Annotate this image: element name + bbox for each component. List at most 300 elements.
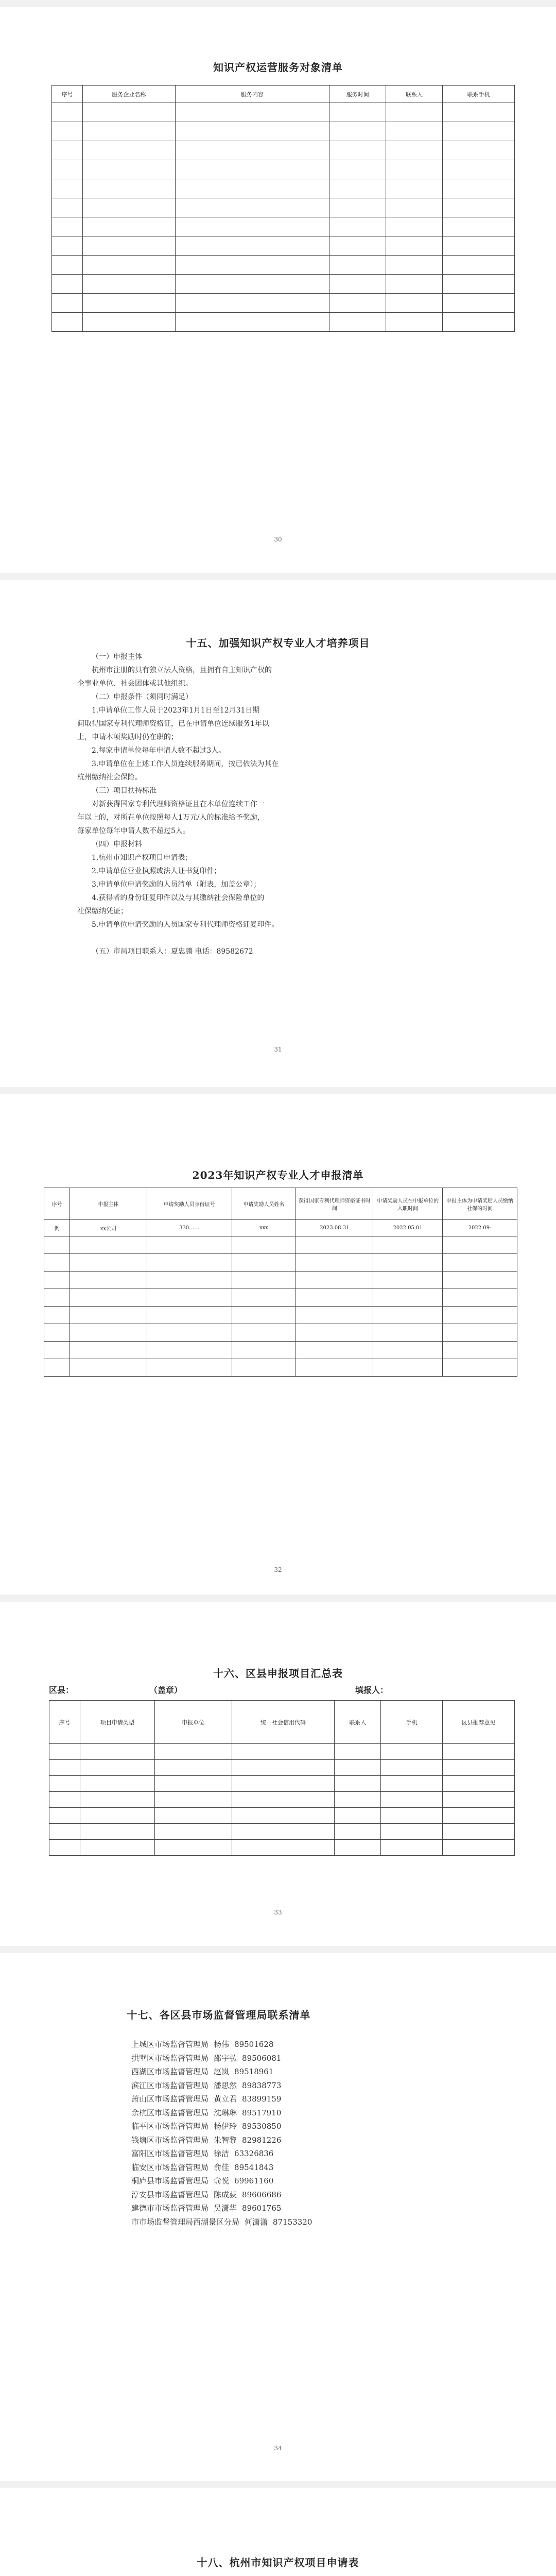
paragraph-line: 上，申请本项奖励时仍在职的；	[77, 733, 178, 741]
table-cell	[70, 1307, 147, 1324]
page-title: 十六、区县申报项目汇总表	[213, 1667, 343, 1680]
table-cell	[443, 1359, 517, 1377]
table-cell	[386, 198, 443, 217]
table-cell	[443, 217, 515, 236]
table-cell	[49, 1760, 80, 1776]
table-cell	[147, 1254, 232, 1272]
page-title: 十八、杭州市知识产权项目申请表	[197, 2556, 359, 2569]
contact-label: 填报人：	[355, 1685, 389, 1695]
table-cell	[381, 1824, 443, 1840]
table-row	[52, 236, 515, 256]
table-cell	[70, 1236, 147, 1254]
paragraph-line: 3.申请单位在上述工作人员连续服务期间，按已依法为其在	[92, 760, 279, 768]
table-row	[44, 1272, 517, 1289]
paragraph-line: 4.获得者的身份证复印件以及与其缴纳社会保险单位的	[92, 894, 265, 902]
contact-row	[131, 2092, 312, 2106]
column-header: 手机	[381, 1701, 443, 1744]
column-header: 联系人	[335, 1701, 381, 1744]
table-cell	[386, 122, 443, 141]
table-row	[52, 275, 515, 294]
paragraph-line: 1.申请单位工作人员于2023年1月1日至12月31日期	[92, 706, 260, 715]
table-cell	[232, 1792, 335, 1808]
table-cell	[52, 179, 83, 198]
table-cell	[49, 1744, 80, 1760]
talent-application-table	[44, 1188, 517, 1377]
table-cell	[443, 122, 515, 141]
table-cell	[443, 1776, 515, 1792]
table-cell	[381, 1840, 443, 1856]
contact-person: 朱智黎	[214, 2135, 237, 2145]
table-cell	[443, 313, 515, 332]
page-number: 31	[274, 1046, 282, 1053]
table-row	[49, 1776, 515, 1792]
table-cell	[329, 198, 386, 217]
paragraph-line: 杭州缴纳社会保险。	[77, 773, 142, 782]
contact-phone: 87153320	[273, 2217, 312, 2227]
table-cell	[147, 1272, 232, 1289]
table-cell	[381, 1744, 443, 1760]
table-cell	[80, 1744, 154, 1760]
table-cell: xx公司	[70, 1220, 147, 1236]
paragraph-line: 对新获得国家专利代理师资格证且在本单位连续工作一	[92, 800, 265, 808]
table-cell	[154, 1808, 232, 1824]
table-row	[52, 122, 515, 141]
paragraph-line: 5.申请单位申请奖励的人员国家专利代理师资格证复印件。	[92, 921, 279, 929]
table-cell	[443, 1808, 515, 1824]
table-row	[52, 141, 515, 160]
contact-phone: 82981226	[242, 2135, 282, 2145]
table-cell	[329, 179, 386, 198]
table-cell	[80, 1792, 154, 1808]
column-header: 服务内容	[175, 86, 329, 103]
table-cell	[232, 1808, 335, 1824]
table-cell	[147, 1236, 232, 1254]
table-cell	[154, 1760, 232, 1776]
table-cell	[49, 1776, 80, 1792]
table-cell	[443, 1760, 515, 1776]
table-cell	[52, 236, 83, 256]
table-cell	[443, 1307, 517, 1324]
table-cell	[232, 1760, 335, 1776]
paragraph-line: 杭州市注册的具有独立法人资格，且拥有自主知识产权的	[92, 666, 272, 674]
contact-person: 赵岚	[214, 2067, 230, 2076]
table-cell	[296, 1236, 373, 1254]
column-header: 序号	[49, 1701, 80, 1744]
table-cell: xxx	[232, 1220, 296, 1236]
contact-phone: 89530850	[242, 2122, 282, 2131]
table-cell: 330……	[147, 1220, 232, 1236]
table-cell	[52, 313, 83, 332]
table-cell	[381, 1776, 443, 1792]
table-cell	[296, 1324, 373, 1342]
column-header: 申报主体为申请奖励人员缴纳社保的时间	[443, 1188, 517, 1220]
table-row	[44, 1324, 517, 1342]
table-cell	[386, 236, 443, 256]
page-number: 32	[274, 1566, 282, 1573]
table-cell	[232, 1324, 296, 1342]
table-row	[52, 217, 515, 236]
contact-row	[131, 2161, 312, 2175]
paragraph-line: 每家单位每年申请人数不超过5人。	[77, 827, 190, 835]
office-name: 滨江区市场监督管理局	[131, 2080, 209, 2090]
example-row	[44, 1220, 517, 1236]
contact-row	[131, 2065, 312, 2079]
table-cell	[44, 1236, 70, 1254]
table-cell	[329, 103, 386, 122]
paragraph-line: 年以上的，对所在单位按照每人1万元/人的标准给予奖励，	[77, 814, 265, 822]
page-separator	[0, 1946, 556, 1953]
office-name: 余杭区市场监督管理局	[131, 2108, 209, 2117]
table-row	[49, 1760, 515, 1776]
table-cell	[44, 1359, 70, 1377]
table-cell	[147, 1307, 232, 1324]
table-cell	[373, 1289, 443, 1307]
table-cell	[386, 179, 443, 198]
table-cell	[154, 1744, 232, 1760]
contact-person: 杨伊玲	[214, 2122, 237, 2131]
project-description	[77, 650, 279, 958]
paragraph-line: （四）申报材料	[92, 840, 142, 849]
page-title: 2023年知识产权专业人才申报清单	[192, 1169, 364, 1181]
table-cell	[82, 236, 175, 256]
table-row	[49, 1744, 515, 1760]
district-summary-table	[49, 1700, 515, 1856]
office-name: 钱塘区市场监督管理局	[131, 2135, 209, 2145]
contact-person: 俞佳	[214, 2162, 230, 2172]
table-cell	[443, 179, 515, 198]
column-header: 申请奖励人员身份证号	[147, 1188, 232, 1220]
paragraph-line: 企事业单位、社会团体或其他组织。	[77, 680, 193, 688]
table-cell	[386, 256, 443, 275]
contact-row	[131, 2174, 312, 2188]
table-cell	[82, 294, 175, 313]
table-row	[49, 1792, 515, 1808]
table-cell	[70, 1342, 147, 1359]
paragraph-line: 间取得国家专利代理师资格证，已在申请单位连续服务1年以	[77, 720, 269, 728]
table-cell	[147, 1342, 232, 1359]
table-cell	[443, 1792, 515, 1808]
page-title: 知识产权运营服务对象清单	[213, 61, 343, 74]
column-header: 联系手机	[443, 86, 515, 103]
table-cell	[329, 313, 386, 332]
table-cell	[335, 1792, 381, 1808]
table-cell	[82, 217, 175, 236]
table-cell	[296, 1307, 373, 1324]
contact-phone: 89506081	[242, 2053, 282, 2063]
office-name: 临安区市场监督管理局	[131, 2162, 209, 2172]
table-row	[44, 1307, 517, 1324]
table-cell	[443, 1272, 517, 1289]
table-cell	[329, 275, 386, 294]
table-cell	[70, 1272, 147, 1289]
table-cell	[373, 1324, 443, 1342]
table-cell	[232, 1254, 296, 1272]
table-cell	[70, 1324, 147, 1342]
table-cell	[49, 1792, 80, 1808]
table-cell	[232, 1359, 296, 1377]
page-separator	[0, 2481, 556, 2488]
contact-row	[131, 2106, 312, 2120]
table-cell	[232, 1776, 335, 1792]
table-cell	[70, 1289, 147, 1307]
table-cell	[443, 1289, 517, 1307]
table-cell	[52, 256, 83, 275]
table-header-row	[52, 86, 515, 103]
table-cell	[232, 1236, 296, 1254]
table-cell	[49, 1840, 80, 1856]
table-cell	[82, 160, 175, 179]
page-number: 30	[274, 536, 282, 543]
column-header: 申请奖励人员在申报单位的入职时间	[373, 1188, 443, 1220]
table-cell	[443, 236, 515, 256]
table-cell	[175, 198, 329, 217]
table-cell	[443, 1254, 517, 1272]
table-cell	[175, 275, 329, 294]
column-header: 项目申请类型	[80, 1701, 154, 1744]
table-cell	[80, 1824, 154, 1840]
contact-phone: 89501628	[234, 2040, 274, 2049]
table-cell	[44, 1272, 70, 1289]
office-name: 拱墅区市场监督管理局	[131, 2053, 209, 2063]
contact-person: 俞悦	[214, 2176, 230, 2185]
office-name: 上城区市场监督管理局	[131, 2040, 209, 2049]
paragraph-line: （二）申报条件（须同时满足）	[92, 693, 193, 701]
contact-phone: 89838773	[242, 2080, 282, 2090]
table-cell	[44, 1289, 70, 1307]
office-name: 淳安县市场监督管理局	[131, 2190, 209, 2199]
contact-row	[131, 2133, 312, 2147]
table-cell	[443, 1744, 515, 1760]
contact-phone: 89518961	[234, 2067, 274, 2076]
column-header: 申报单位	[154, 1701, 232, 1744]
table-cell	[232, 1744, 335, 1760]
table-row	[49, 1840, 515, 1856]
page-title: 十五、加强知识产权专业人才培养项目	[186, 637, 370, 649]
table-cell	[154, 1776, 232, 1792]
district-contact-list	[131, 2038, 312, 2229]
table-cell	[296, 1342, 373, 1359]
table-cell	[80, 1840, 154, 1856]
contact-person: 吴潇华	[214, 2204, 237, 2213]
table-cell	[373, 1254, 443, 1272]
paragraph-line	[77, 931, 279, 945]
office-name: 市市场监督管理局西湖景区分局	[131, 2217, 240, 2227]
office-name: 富阳区市场监督管理局	[131, 2149, 209, 2158]
table-cell	[147, 1324, 232, 1342]
table-cell	[232, 1272, 296, 1289]
column-header: 申请奖励人员姓名	[232, 1188, 296, 1220]
table-cell	[232, 1289, 296, 1307]
table-cell	[175, 179, 329, 198]
service-target-table	[51, 85, 515, 332]
table-cell	[49, 1824, 80, 1840]
table-cell	[49, 1808, 80, 1824]
contact-phone: 63326836	[234, 2149, 274, 2158]
office-name: 临平区市场监督管理局	[131, 2122, 209, 2131]
table-row	[52, 198, 515, 217]
table-cell	[52, 198, 83, 217]
table-cell	[373, 1272, 443, 1289]
table-cell	[52, 122, 83, 141]
table-cell	[386, 103, 443, 122]
page-number: 34	[274, 2445, 282, 2452]
contact-row	[131, 2079, 312, 2093]
table-cell	[175, 160, 329, 179]
table-cell	[82, 313, 175, 332]
table-cell	[329, 160, 386, 179]
table-cell	[175, 141, 329, 160]
table-cell	[443, 141, 515, 160]
page-separator	[0, 1595, 556, 1602]
table-cell: 2023.08.31	[296, 1220, 373, 1236]
table-cell	[386, 160, 443, 179]
table-cell	[335, 1840, 381, 1856]
paragraph-line: 3.申请单位申请奖励的人员清单（附表，加盖公章）；	[92, 880, 261, 889]
seal-label: （盖章）	[149, 1685, 183, 1695]
contact-person: 陈成荻	[214, 2190, 237, 2199]
table-cell	[335, 1744, 381, 1760]
contact-row	[131, 2147, 312, 2161]
contact-person: 何潇潇	[245, 2217, 268, 2227]
table-cell	[175, 103, 329, 122]
page-separator	[0, 1087, 556, 1094]
table-cell	[44, 1254, 70, 1272]
table-row	[44, 1254, 517, 1272]
table-cell	[373, 1359, 443, 1377]
table-cell: 2022.05.01	[373, 1220, 443, 1236]
table-cell	[82, 179, 175, 198]
table-cell	[82, 122, 175, 141]
table-cell	[329, 256, 386, 275]
table-cell	[44, 1342, 70, 1359]
table-cell	[443, 294, 515, 313]
contact-phone: 89601765	[242, 2204, 282, 2213]
table-header-row	[49, 1701, 515, 1744]
column-header: 获得国家专利代理师资格证书时间	[296, 1188, 373, 1220]
table-cell	[70, 1254, 147, 1272]
table-cell	[335, 1824, 381, 1840]
table-row	[44, 1236, 517, 1254]
contact-row	[131, 2038, 312, 2052]
table-cell	[373, 1307, 443, 1324]
contact-person: 杨伟	[214, 2040, 230, 2049]
table-cell	[296, 1254, 373, 1272]
table-row	[52, 179, 515, 198]
contact-row	[131, 2188, 312, 2202]
table-cell	[232, 1307, 296, 1324]
table-cell	[443, 103, 515, 122]
table-row	[44, 1342, 517, 1359]
table-row	[52, 103, 515, 122]
table-cell	[386, 294, 443, 313]
table-cell	[443, 1324, 517, 1342]
page-separator	[0, 0, 556, 7]
table-cell	[296, 1289, 373, 1307]
contact-phone: 89606686	[242, 2190, 282, 2199]
table-cell	[232, 1342, 296, 1359]
district-label: 区县：	[49, 1685, 74, 1695]
contact-row	[131, 2052, 312, 2065]
table-cell	[373, 1342, 443, 1359]
table-cell	[335, 1760, 381, 1776]
table-cell	[386, 141, 443, 160]
contact-person: 邵宇弘	[214, 2053, 237, 2063]
contact-phone: 89541843	[234, 2162, 274, 2172]
column-header: 申报主体	[70, 1188, 147, 1220]
table-cell: 例	[44, 1220, 70, 1236]
table-cell	[232, 1824, 335, 1840]
table-cell	[443, 160, 515, 179]
table-cell	[335, 1776, 381, 1792]
paragraph-line: （三）项目扶持标准	[92, 787, 157, 795]
table-cell	[335, 1808, 381, 1824]
column-header: 服务企业名称	[82, 86, 175, 103]
column-header: 序号	[44, 1188, 70, 1220]
paragraph-line: 社保缴纳凭证；	[77, 907, 128, 916]
table-cell	[329, 122, 386, 141]
table-cell	[175, 217, 329, 236]
paragraph-line: 2.申请单位营业执照或法人证书复印件；	[92, 867, 221, 875]
column-header: 联系人	[386, 86, 443, 103]
table-row	[52, 160, 515, 179]
table-cell	[373, 1236, 443, 1254]
table-cell	[82, 198, 175, 217]
table-cell	[381, 1792, 443, 1808]
table-cell	[381, 1808, 443, 1824]
table-cell	[82, 141, 175, 160]
table-cell	[386, 275, 443, 294]
table-cell	[80, 1808, 154, 1824]
contact-row	[131, 2120, 312, 2133]
paragraph-line: 2.每家申请单位每年申请人数不超过3人。	[92, 747, 226, 755]
table-cell	[154, 1840, 232, 1856]
table-cell	[52, 103, 83, 122]
contact-phone: 89517910	[242, 2108, 282, 2117]
table-cell	[329, 141, 386, 160]
office-name: 桐庐县市场监督管理局	[131, 2176, 209, 2185]
table-cell	[175, 236, 329, 256]
paragraph-line: （五）市局项目联系人：夏忠鹏 电话：89582672	[92, 947, 253, 956]
table-cell	[443, 1236, 517, 1254]
table-cell	[386, 217, 443, 236]
table-cell	[52, 141, 83, 160]
contact-row	[131, 2215, 312, 2229]
table-cell	[82, 256, 175, 275]
table-cell	[443, 1342, 517, 1359]
table-cell	[296, 1359, 373, 1377]
table-row	[52, 256, 515, 275]
table-cell	[381, 1760, 443, 1776]
table-row	[49, 1808, 515, 1824]
table-cell	[52, 294, 83, 313]
table-cell	[147, 1289, 232, 1307]
column-header: 区县推荐意见	[443, 1701, 515, 1744]
table-row	[52, 313, 515, 332]
contact-phone: 83899159	[242, 2094, 282, 2104]
contact-person: 潘思然	[214, 2080, 237, 2090]
table-cell	[329, 236, 386, 256]
table-header-row	[44, 1188, 517, 1220]
table-cell	[52, 160, 83, 179]
table-cell	[70, 1359, 147, 1377]
table-cell	[175, 313, 329, 332]
office-name: 西湖区市场监督管理局	[131, 2067, 209, 2076]
table-cell	[329, 294, 386, 313]
table-cell	[443, 1824, 515, 1840]
table-row	[52, 294, 515, 313]
table-row	[44, 1359, 517, 1377]
table-cell	[443, 256, 515, 275]
